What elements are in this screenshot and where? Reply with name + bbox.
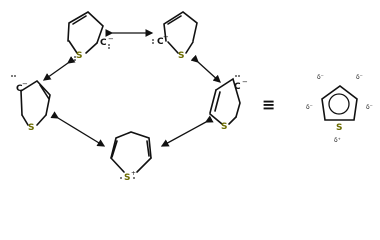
sulfur-label: S: [76, 51, 83, 61]
sulfur-label: S: [124, 173, 131, 183]
negative-charge: −: [22, 80, 28, 88]
delta-minus-label: δ⁻: [306, 104, 313, 111]
resonance-arrow-upper-left: [44, 63, 68, 80]
delta-plus-label: δ⁺: [334, 137, 341, 144]
resonance-arrow-lower-left: [58, 118, 104, 146]
aromatic-circle: [329, 94, 349, 114]
thiophene-structure-mid-left: [11, 75, 50, 133]
resonance-arrow-lower-right: [162, 122, 206, 146]
delta-minus-label: δ⁻: [366, 104, 373, 111]
negative-charge: −: [163, 33, 169, 41]
carbanion-label: C: [234, 82, 241, 92]
equivalence-symbol: ≡: [262, 95, 276, 114]
positive-charge: +: [131, 170, 137, 177]
sulfur-label: S: [28, 123, 35, 133]
resonance-arrow-upper-right: [198, 62, 220, 82]
thiophene-structure-bottom: [111, 132, 151, 183]
thiophene-structure-top-right: [152, 12, 197, 61]
sulfur-label: S: [336, 123, 343, 133]
delta-minus-label: δ⁻: [317, 74, 324, 81]
negative-charge: −: [108, 35, 114, 43]
carbanion-label: C: [100, 38, 107, 48]
sulfur-label: S: [221, 122, 228, 132]
negative-charge: −: [242, 78, 248, 86]
carbanion-label: C: [157, 37, 164, 47]
thiophene-structure-mid-right: [210, 75, 248, 132]
thiophene-structure-top-left: [68, 12, 114, 61]
carbanion-label: C: [16, 84, 23, 94]
sulfur-label: S: [178, 51, 185, 61]
resonance-hybrid: [306, 74, 373, 144]
delta-minus-label: δ⁻: [356, 74, 363, 81]
